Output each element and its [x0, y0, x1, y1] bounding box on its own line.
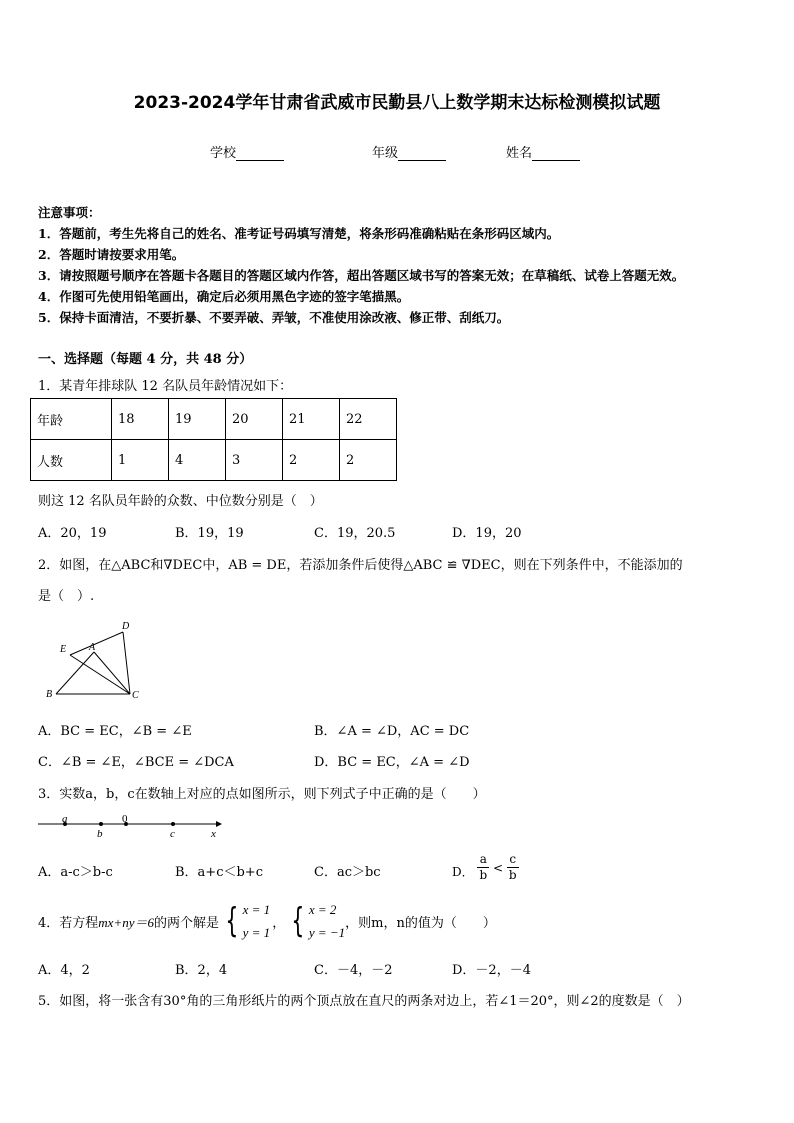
q1-option-c: C．19，20.5 — [314, 526, 396, 541]
label-e: E — [60, 644, 67, 655]
fraction-denominator: b — [479, 868, 488, 882]
q3-stem: 3．实数a，b，c在数轴上对应的点如图所示，则下列式子中正确的是（ ） — [38, 787, 486, 802]
age-table — [30, 398, 397, 481]
brace-icon: { — [225, 901, 239, 941]
label-c: C — [132, 690, 139, 701]
axis-label-x: x — [211, 828, 216, 840]
table-cell: 2 — [283, 440, 340, 481]
note-item: 2．答题时请按要求用笔。 — [38, 247, 185, 262]
less-than-sign: < — [492, 860, 504, 875]
table-cell: 3 — [226, 440, 283, 481]
q2-stem-line2: 是（ ）. — [38, 589, 95, 604]
label-b: B — [46, 689, 53, 700]
table-cell: 1 — [112, 440, 169, 481]
table-cell: 21 — [283, 399, 340, 440]
q1-option-a: A．20，19 — [38, 526, 107, 541]
q3-option-c: C．ac＞bc — [314, 865, 381, 880]
system-1 — [221, 898, 270, 944]
q1-option-b: B．19，19 — [175, 526, 244, 541]
q1-stem: 1．某青年排球队 12 名队员年龄情况如下： — [38, 379, 293, 394]
table-cell: 22 — [340, 399, 397, 440]
axis-label-b: b — [97, 828, 103, 840]
school-field — [210, 142, 284, 161]
fraction-numerator: a — [477, 852, 489, 868]
table-cell: 19 — [169, 399, 226, 440]
q4-suffix: ，则m，n的值为（ ） — [345, 915, 496, 931]
system-2-eq2: y = −1 — [308, 925, 346, 940]
table-row — [31, 440, 397, 481]
axis-label-zero: 0 — [122, 813, 128, 825]
note-item: 3．请按照题号顺序在答题卡各题目的答题区域内作答，超出答题区域书写的答案无效；在草稿纸、试卷上答题无效。 — [38, 268, 685, 283]
fraction-numerator: c — [507, 852, 519, 868]
q3-option-b: B．a+c＜b+c — [175, 865, 263, 880]
table-row — [31, 399, 397, 440]
q3-option-d — [452, 852, 519, 883]
q3-option-d-prefix: D． — [452, 865, 474, 879]
axis-label-a: a — [62, 813, 68, 825]
fraction-a-over-b — [477, 852, 489, 883]
school-label: 学校 — [210, 146, 237, 161]
q5-stem: 5．如图，将一张含有30°角的三角形纸片的两个顶点放在直尺的两条对边上，若∠1＝20°，则∠2的度数是（ ） — [38, 994, 690, 1009]
grade-label: 年级 — [372, 146, 399, 161]
q4-option-c: C．－4，－2 — [314, 963, 393, 978]
q4-option-a: A．4，2 — [38, 963, 90, 978]
q4-option-b: B．2，4 — [175, 963, 228, 978]
q1-question: 则这 12 名队员年龄的众数、中位数分别是（ ） — [38, 494, 323, 509]
note-item: 5．保持卡面清洁，不要折暴、不要弄破、弄皱，不准使用涂改液、修正带、刮纸刀。 — [38, 310, 510, 325]
q2-option-c: C．∠B = ∠E，∠BCE = ∠DCA — [38, 755, 234, 770]
axis-label-c: c — [170, 828, 175, 840]
page-title: 2023-2024学年甘肃省武威市民勤县八上数学期末达标检测模拟试题 — [133, 93, 661, 113]
note-item: 1．答题前，考生先将自己的姓名、准考证号码填写清楚，将条形码准确粘贴在条形码区域内。 — [38, 226, 560, 241]
table-cell: 4 — [169, 440, 226, 481]
q4-prefix: 4．若方程 — [38, 915, 99, 931]
triangle-figure — [40, 615, 150, 705]
fraction-denominator: b — [508, 868, 517, 882]
number-line — [36, 812, 226, 842]
name-blank — [532, 148, 580, 161]
q4-stem: 4．若方程 mx+ny＝6 的两个解是 { x = 1 y = 1 ， { x = 2 y = −1 ，则m，n的值为（ ） — [38, 898, 496, 944]
label-d: D — [122, 621, 130, 632]
notes-heading: 注意事项： — [38, 205, 101, 220]
table-cell: 人数 — [31, 440, 112, 481]
q4-option-d: D．－2，－4 — [452, 963, 531, 978]
system-2-eq1: x = 2 — [308, 902, 337, 917]
q4-mid: 的两个解是 — [153, 915, 219, 931]
q3-option-a: A．a-c＞b-c — [38, 865, 113, 880]
name-field — [506, 142, 580, 161]
table-cell: 年龄 — [31, 399, 112, 440]
label-a: A — [89, 642, 96, 653]
note-item: 4．作图可先使用铅笔画出，确定后必须用黑色字迹的签字笔描黑。 — [38, 289, 410, 304]
section-heading: 一、选择题（每题 4 分，共 48 分） — [38, 352, 253, 367]
table-cell: 18 — [112, 399, 169, 440]
fraction-c-over-b — [507, 852, 519, 883]
table-cell: 20 — [226, 399, 283, 440]
name-label: 姓名 — [506, 146, 533, 161]
q4-equation: mx+ny＝6 — [98, 914, 154, 930]
q2-option-b: B．∠A = ∠D，AC = DC — [314, 724, 470, 739]
system-1-eq1: x = 1 — [242, 902, 271, 917]
school-blank — [236, 148, 284, 161]
q2-stem-line1: 2．如图，在△ABC和∇DEC中，AB = DE，若添加条件后使得△ABC ≌ ∇DEC，则在下列条件中，不能添加的 — [38, 558, 683, 573]
grade-field — [372, 142, 446, 161]
q1-option-d: D．19，20 — [452, 526, 522, 541]
system-2 — [287, 898, 345, 944]
table-cell: 2 — [340, 440, 397, 481]
grade-blank — [398, 148, 446, 161]
q2-option-a: A．BC = EC，∠B = ∠E — [38, 724, 192, 739]
brace-icon: { — [291, 901, 305, 941]
system-1-eq2: y = 1 — [242, 925, 271, 940]
q2-option-d: D．BC = EC，∠A = ∠D — [314, 755, 470, 770]
